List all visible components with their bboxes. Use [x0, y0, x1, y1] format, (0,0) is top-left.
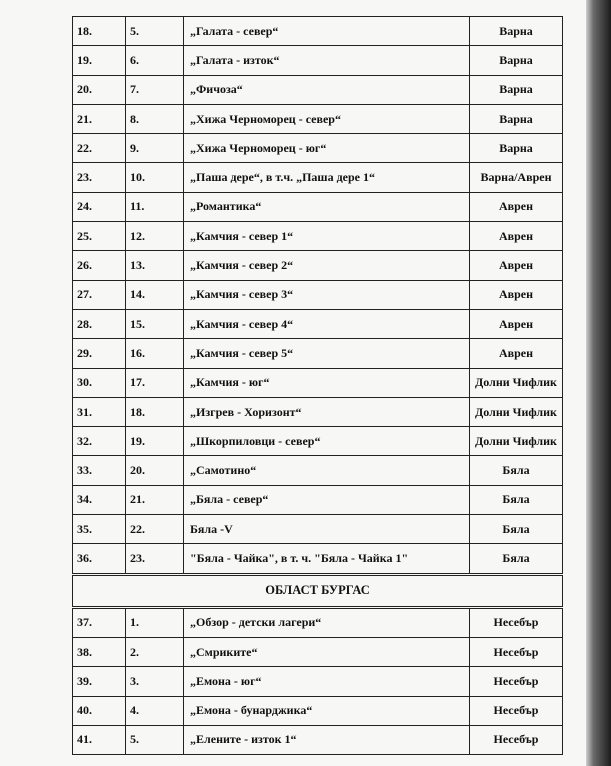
municipality: Бяла [470, 485, 563, 514]
beach-name: „Изгрев - Хоризонт“ [184, 397, 470, 426]
photo-edge [586, 0, 611, 766]
municipality: Долни Чифлик [470, 427, 563, 456]
sub-number: 5. [126, 17, 184, 46]
sub-number: 9. [126, 134, 184, 163]
table-row [73, 192, 563, 221]
beach-name: „Емона - бунарджика“ [184, 696, 470, 725]
beach-name: „Самотино“ [184, 456, 470, 485]
section-heading: ОБЛАСТ БУРГАС [73, 574, 563, 607]
beach-name: „Бяла - север“ [184, 485, 470, 514]
sub-number: 12. [126, 222, 184, 251]
municipality: Аврен [470, 339, 563, 368]
municipality: Бяла [470, 456, 563, 485]
municipality: Варна [470, 104, 563, 133]
municipality: Варна [470, 75, 563, 104]
beach-name: „Шкорпиловци - север“ [184, 427, 470, 456]
row-number: 18. [73, 17, 126, 46]
table-row [73, 485, 563, 514]
row-number: 34. [73, 485, 126, 514]
municipality: Варна/Аврен [470, 163, 563, 192]
sub-number: 3. [126, 667, 184, 696]
table-row [73, 222, 563, 251]
table-row [73, 544, 563, 574]
table-row [73, 515, 563, 544]
municipality: Бяла [470, 544, 563, 574]
municipality: Бяла [470, 515, 563, 544]
municipality: Аврен [470, 309, 563, 338]
sub-number: 11. [126, 192, 184, 221]
beach-name: „Камчия - север 4“ [184, 309, 470, 338]
sub-number: 22. [126, 515, 184, 544]
row-number: 33. [73, 456, 126, 485]
municipality: Несебър [470, 696, 563, 725]
table-row [73, 427, 563, 456]
table-row [73, 46, 563, 75]
sub-number: 1. [126, 607, 184, 637]
beach-name: „Романтика“ [184, 192, 470, 221]
sub-number: 16. [126, 339, 184, 368]
municipality: Несебър [470, 667, 563, 696]
beach-name: „Обзор - детски лагери“ [184, 607, 470, 637]
municipality: Долни Чифлик [470, 368, 563, 397]
municipality: Аврен [470, 280, 563, 309]
table-row [73, 667, 563, 696]
row-number: 29. [73, 339, 126, 368]
row-number: 28. [73, 309, 126, 338]
municipality: Аврен [470, 251, 563, 280]
row-number: 38. [73, 637, 126, 666]
section-row [73, 574, 563, 607]
table-row [73, 397, 563, 426]
sub-number: 10. [126, 163, 184, 192]
table-row [73, 368, 563, 397]
row-number: 20. [73, 75, 126, 104]
beach-name: „Смриките“ [184, 637, 470, 666]
sub-number: 7. [126, 75, 184, 104]
row-number: 36. [73, 544, 126, 574]
table-row [73, 134, 563, 163]
row-number: 22. [73, 134, 126, 163]
table-row [73, 251, 563, 280]
table-row [73, 280, 563, 309]
row-number: 19. [73, 46, 126, 75]
sub-number: 6. [126, 46, 184, 75]
sub-number: 15. [126, 309, 184, 338]
table-row [73, 725, 563, 754]
beach-name: „Камчия - север 3“ [184, 280, 470, 309]
beach-name: „Фичоза“ [184, 75, 470, 104]
sub-number: 4. [126, 696, 184, 725]
row-number: 26. [73, 251, 126, 280]
row-number: 32. [73, 427, 126, 456]
sub-number: 13. [126, 251, 184, 280]
beach-name: "Бяла - Чайка", в т. ч. "Бяла - Чайка 1" [184, 544, 470, 574]
beach-name: „Галата - север“ [184, 17, 470, 46]
table-row [73, 607, 563, 637]
beach-name: „Хижа Черноморец - север“ [184, 104, 470, 133]
municipality: Несебър [470, 637, 563, 666]
sub-number: 21. [126, 485, 184, 514]
municipality: Несебър [470, 607, 563, 637]
beach-name: „Камчия - север 1“ [184, 222, 470, 251]
table-row [73, 163, 563, 192]
row-number: 23. [73, 163, 126, 192]
beach-name: „Хижа Черноморец - юг“ [184, 134, 470, 163]
row-number: 35. [73, 515, 126, 544]
sub-number: 5. [126, 725, 184, 754]
municipality: Варна [470, 46, 563, 75]
row-number: 30. [73, 368, 126, 397]
sub-number: 19. [126, 427, 184, 456]
sub-number: 2. [126, 637, 184, 666]
table-row [73, 75, 563, 104]
table-row [73, 637, 563, 666]
row-number: 24. [73, 192, 126, 221]
municipality: Несебър [470, 725, 563, 754]
beach-name: „Камчия - юг“ [184, 368, 470, 397]
beach-name: Бяла -V [184, 515, 470, 544]
burgas-section [73, 574, 563, 607]
row-number: 40. [73, 696, 126, 725]
table-row [73, 339, 563, 368]
beach-name: „Камчия - север 5“ [184, 339, 470, 368]
municipality: Аврен [470, 192, 563, 221]
row-number: 31. [73, 397, 126, 426]
beaches-table [72, 16, 563, 755]
burgas-rows [73, 607, 563, 754]
sub-number: 18. [126, 397, 184, 426]
municipality: Аврен [470, 222, 563, 251]
varna-rows [73, 17, 563, 575]
beach-name: „Паша дере“, в т.ч. „Паша дере 1“ [184, 163, 470, 192]
municipality: Варна [470, 134, 563, 163]
sub-number: 17. [126, 368, 184, 397]
row-number: 39. [73, 667, 126, 696]
beach-name: „Галата - изток“ [184, 46, 470, 75]
row-number: 25. [73, 222, 126, 251]
table-row [73, 456, 563, 485]
sub-number: 23. [126, 544, 184, 574]
sub-number: 20. [126, 456, 184, 485]
row-number: 41. [73, 725, 126, 754]
row-number: 37. [73, 607, 126, 637]
table-row [73, 696, 563, 725]
municipality: Варна [470, 17, 563, 46]
sub-number: 14. [126, 280, 184, 309]
table-row [73, 17, 563, 46]
sub-number: 8. [126, 104, 184, 133]
row-number: 21. [73, 104, 126, 133]
table-row [73, 104, 563, 133]
table-row [73, 309, 563, 338]
beach-name: „Камчия - север 2“ [184, 251, 470, 280]
municipality: Долни Чифлик [470, 397, 563, 426]
beach-name: „Емона - юг“ [184, 667, 470, 696]
row-number: 27. [73, 280, 126, 309]
beach-name: „Елените - изток 1“ [184, 725, 470, 754]
